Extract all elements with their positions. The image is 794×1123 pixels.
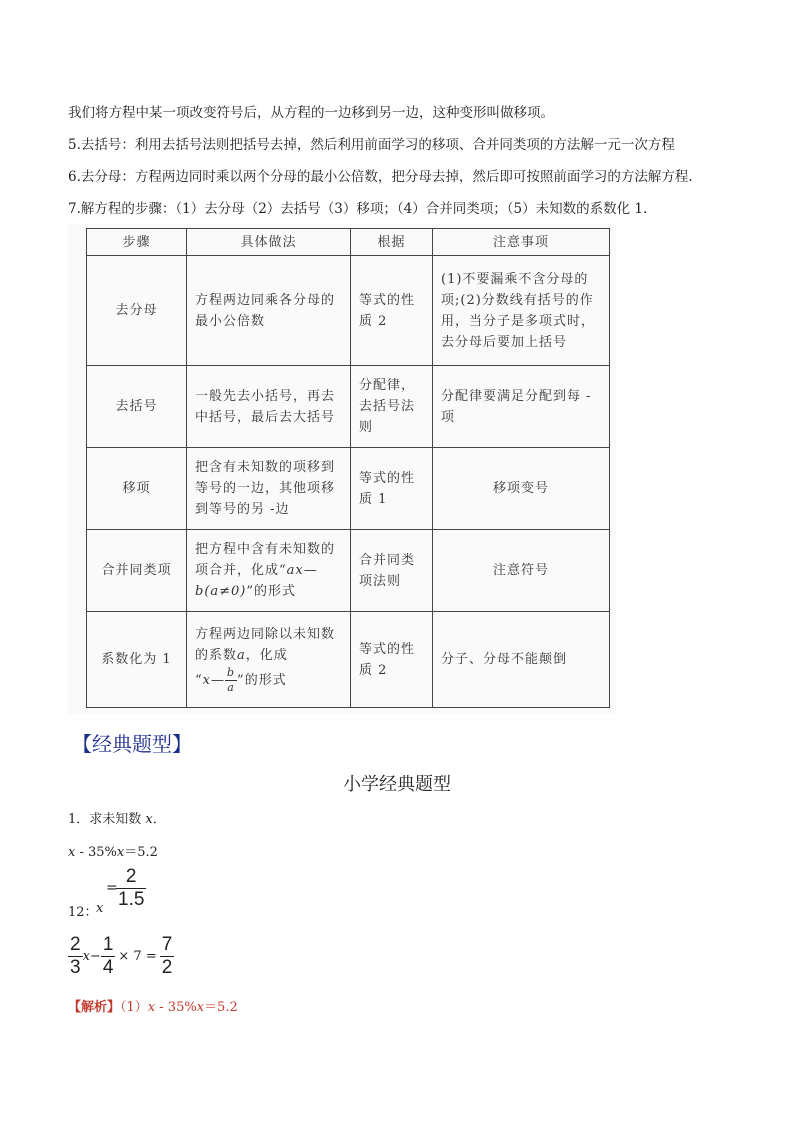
- frac-den: 1.5: [118, 889, 145, 910]
- paragraph-4: 7.解方程的步骤：（1）去分母（2）去括号（3）移项；（4）合并同类项；（5）未知数的系数化 1.: [68, 201, 648, 217]
- frac-num: 7: [161, 934, 173, 955]
- math-expr: x—: [202, 673, 225, 688]
- analysis-label: 【解析】: [68, 1000, 121, 1015]
- analysis-text: （1）: [120, 1000, 148, 1015]
- math-fraction: [225, 666, 237, 695]
- math-var: x: [196, 1000, 205, 1015]
- table-row: [87, 256, 610, 366]
- problem-title: [68, 808, 166, 827]
- cell-note: 移项变号: [433, 448, 610, 530]
- table-row: [87, 448, 610, 530]
- cell-step: 去分母: [87, 256, 187, 366]
- cell-step: 移项: [87, 448, 187, 530]
- analysis-text: ＝5.2: [204, 1000, 238, 1015]
- math-var: x: [145, 812, 153, 827]
- page-subtitle: 小学经典题型: [343, 774, 451, 795]
- paragraph-3: 6.去分母：方程两边同时乘以两个分母的最小公倍数，把分母去掉，然后即可按照前面学习的方法解方程.: [68, 169, 693, 185]
- math-fraction: [160, 934, 175, 979]
- cell-method: 把含有未知数的项移到等号的一边，其他项移到等号的另 -边: [187, 448, 351, 530]
- math-op: —: [303, 563, 318, 578]
- method-text: ”的形式: [246, 584, 297, 599]
- cell-note: 分子、分母不能颠倒: [433, 612, 610, 708]
- cell-basis: 等式的性质 2: [351, 612, 433, 708]
- method-text: ，化成: [245, 648, 288, 663]
- table-row: [87, 612, 610, 708]
- cell-method: [187, 612, 351, 708]
- steps-table-image: [68, 224, 616, 714]
- section-title: 【经典题型】: [72, 732, 192, 756]
- math-fraction: [116, 866, 146, 911]
- cell-method: 方程两边同乘各分母的最小公倍数: [187, 256, 351, 366]
- cell-step: 去括号: [87, 366, 187, 448]
- cell-step: 合并同类项: [87, 530, 187, 612]
- math-text: 12：: [68, 905, 98, 920]
- frac-den: 2: [161, 957, 173, 978]
- frac-den: 3: [70, 957, 81, 978]
- math-var: x: [147, 1000, 156, 1015]
- quote-open: “: [195, 673, 203, 688]
- math-var: x: [68, 845, 76, 860]
- equation-1: [68, 841, 158, 860]
- math-var: a: [237, 648, 246, 663]
- problem-title-text: 1．求未知数: [68, 812, 146, 827]
- math-op: −: [89, 949, 101, 964]
- math-equals: =: [106, 880, 118, 896]
- math-expr: b(a≠0): [195, 584, 247, 599]
- cell-note: (1)不要漏乘不含分母的项;(2)分数线有括号的作用，当分子是多项式时，去分母后要加上括号: [433, 256, 610, 366]
- paragraph-1: 我们将方程中某一项改变符号后，从方程的一边移到另一边，这种变形叫做移项。: [68, 105, 554, 121]
- cell-basis: 等式的性质 1: [351, 448, 433, 530]
- header-basis: 根据: [351, 229, 433, 256]
- math-var: x: [116, 845, 125, 860]
- equation-3: [68, 934, 174, 984]
- cell-method: [187, 530, 351, 612]
- frac-den: 4: [102, 957, 114, 978]
- math-var: x: [82, 949, 90, 964]
- analysis-line: [68, 996, 238, 1015]
- cell-basis: 等式的性质 2: [351, 256, 433, 366]
- header-note: 注意事项: [433, 229, 610, 256]
- cell-step: 系数化为 1: [87, 612, 187, 708]
- frac-num: 2: [70, 934, 81, 955]
- cell-note: 注意符号: [433, 530, 610, 612]
- frac-num: b: [227, 666, 236, 679]
- cell-basis: 合并同类项法则: [351, 530, 433, 612]
- math-text: ＝5.2: [124, 845, 158, 860]
- frac-den: a: [227, 681, 235, 694]
- frac-num: 1: [102, 934, 114, 955]
- frac-num: 2: [116, 866, 146, 889]
- math-op: × 7 =: [118, 949, 157, 964]
- cell-method: 一般先去小括号，再去中括号，最后去大括号: [187, 366, 351, 448]
- steps-table: [86, 228, 610, 708]
- header-step: 步骤: [87, 229, 187, 256]
- table-row: [87, 530, 610, 612]
- table-header-row: [87, 229, 610, 256]
- cell-note: 分配律要满足分配到每 -项: [433, 366, 610, 448]
- equation-2: [68, 866, 188, 920]
- math-fraction: [68, 934, 83, 979]
- math-fraction: [101, 934, 116, 979]
- header-method: 具体做法: [187, 229, 351, 256]
- math-text: - 35%: [75, 845, 117, 860]
- math-var: x: [96, 901, 104, 916]
- problem-title-end: ．: [152, 812, 166, 827]
- paragraph-2: 5.去括号：利用去括号法则把括号去掉，然后利用前面学习的移项、合并同类项的方法解一元一次方程: [68, 137, 675, 153]
- method-text: ”的形式: [237, 673, 287, 688]
- cell-basis: 分配律，去括号法则: [351, 366, 433, 448]
- analysis-text: - 35%: [155, 1000, 197, 1015]
- math-var: ax: [286, 563, 304, 578]
- table-row: [87, 366, 610, 448]
- method-text: 方程两边同除以未知数的系数: [195, 627, 336, 663]
- method-text: 把方程中含有未知数的项合并，化成“: [195, 542, 336, 578]
